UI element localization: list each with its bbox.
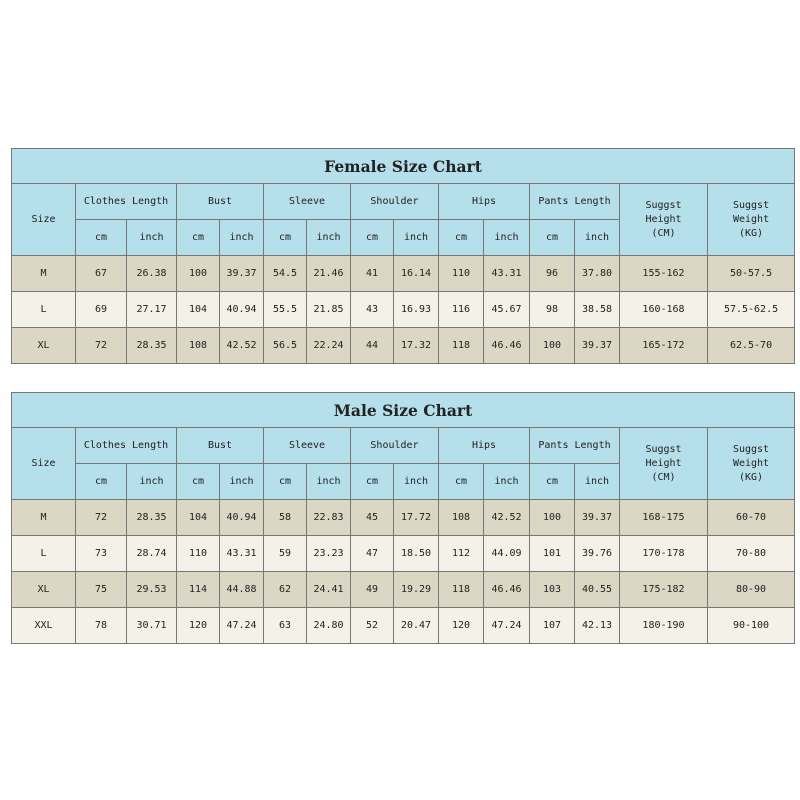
table-cell: 20.47 [394, 608, 439, 644]
table-cell: 23.23 [307, 536, 351, 572]
male-weight-header [708, 428, 795, 500]
table-cell: 108 [439, 500, 484, 536]
table-cell: 38.58 [575, 292, 620, 328]
table-cell: 78 [76, 608, 127, 644]
table-cell: 120 [177, 608, 220, 644]
male-title-row [12, 393, 795, 428]
table-cell: 168-175 [620, 500, 708, 536]
size-cell: M [12, 256, 76, 292]
table-cell: 165-172 [620, 328, 708, 364]
table-cell: 118 [439, 328, 484, 364]
unit-inch-header: inch [394, 220, 439, 256]
table-cell: 90-100 [708, 608, 795, 644]
header-line: Height [645, 457, 682, 469]
unit-cm-header: cm [351, 220, 394, 256]
table-cell: 44.09 [484, 536, 530, 572]
table-cell: 29.53 [127, 572, 177, 608]
table-cell: 112 [439, 536, 484, 572]
table-cell: 120 [439, 608, 484, 644]
table-cell: 175-182 [620, 572, 708, 608]
header-line: (CM) [651, 471, 676, 483]
table-cell: 52 [351, 608, 394, 644]
header-line: (KG) [738, 471, 764, 483]
table-cell: 16.14 [394, 256, 439, 292]
table-cell: 110 [439, 256, 484, 292]
size-cell: L [12, 292, 76, 328]
table-cell: 155-162 [620, 256, 708, 292]
table-cell: 100 [177, 256, 220, 292]
female-title-row [12, 149, 795, 184]
table-cell: 72 [76, 500, 127, 536]
table-cell: 47.24 [484, 608, 530, 644]
unit-cm-header: cm [264, 464, 307, 500]
table-cell: 39.37 [575, 328, 620, 364]
table-cell: 104 [177, 500, 220, 536]
table-row [12, 328, 795, 364]
unit-cm-header: cm [530, 220, 575, 256]
table-cell: 26.38 [127, 256, 177, 292]
table-cell: 47.24 [220, 608, 264, 644]
table-cell: 42.52 [220, 328, 264, 364]
header-line: Height [645, 213, 682, 225]
table-cell: 46.46 [484, 572, 530, 608]
table-cell: 47 [351, 536, 394, 572]
table-cell: 43 [351, 292, 394, 328]
table-cell: 73 [76, 536, 127, 572]
male-group-header: Bust [177, 428, 264, 464]
table-cell: 45 [351, 500, 394, 536]
unit-cm-header: cm [76, 464, 127, 500]
table-cell: 107 [530, 608, 575, 644]
male-header-row [12, 428, 795, 464]
unit-inch-header: inch [307, 464, 351, 500]
table-cell: 22.83 [307, 500, 351, 536]
female-header-row [12, 184, 795, 220]
size-cell: L [12, 536, 76, 572]
table-cell: 104 [177, 292, 220, 328]
header-line: Suggst [732, 443, 770, 455]
unit-inch-header: inch [220, 220, 264, 256]
unit-cm-header: cm [351, 464, 394, 500]
table-cell: 46.46 [484, 328, 530, 364]
table-cell: 67 [76, 256, 127, 292]
table-cell: 108 [177, 328, 220, 364]
header-line: Suggst [645, 443, 682, 455]
header-line: Suggst [732, 199, 770, 211]
table-cell: 62 [264, 572, 307, 608]
table-cell: 28.35 [127, 328, 177, 364]
table-cell: 17.72 [394, 500, 439, 536]
table-cell: 160-168 [620, 292, 708, 328]
unit-cm-header: cm [177, 220, 220, 256]
table-cell: 118 [439, 572, 484, 608]
table-cell: 103 [530, 572, 575, 608]
unit-inch-header: inch [307, 220, 351, 256]
table-cell: 55.5 [264, 292, 307, 328]
table-cell: 40.55 [575, 572, 620, 608]
header-line: (CM) [651, 227, 676, 239]
table-cell: 39.76 [575, 536, 620, 572]
table-cell: 18.50 [394, 536, 439, 572]
table-cell: 110 [177, 536, 220, 572]
table-row [12, 256, 795, 292]
table-cell: 59 [264, 536, 307, 572]
female-weight-header [708, 184, 795, 256]
table-cell: 69 [76, 292, 127, 328]
table-cell: 54.5 [264, 256, 307, 292]
size-cell: XXL [12, 608, 76, 644]
unit-cm-header: cm [264, 220, 307, 256]
table-cell: 45.67 [484, 292, 530, 328]
table-cell: 114 [177, 572, 220, 608]
female-chart-title: Female Size Chart [12, 149, 795, 184]
table-row [12, 536, 795, 572]
table-cell: 30.71 [127, 608, 177, 644]
table-cell: 44 [351, 328, 394, 364]
unit-inch-header: inch [127, 220, 177, 256]
male-size-table [11, 392, 795, 644]
unit-inch-header: inch [575, 464, 620, 500]
unit-cm-header: cm [439, 464, 484, 500]
table-cell: 40.94 [220, 500, 264, 536]
table-cell: 43.31 [220, 536, 264, 572]
table-cell: 58 [264, 500, 307, 536]
table-cell: 98 [530, 292, 575, 328]
table-cell: 28.74 [127, 536, 177, 572]
table-cell: 21.46 [307, 256, 351, 292]
header-line: Weight [732, 213, 770, 225]
male-height-header [620, 428, 708, 500]
table-cell: 28.35 [127, 500, 177, 536]
unit-inch-header: inch [484, 464, 530, 500]
table-cell: 24.41 [307, 572, 351, 608]
table-cell: 27.17 [127, 292, 177, 328]
table-cell: 40.94 [220, 292, 264, 328]
female-height-header [620, 184, 708, 256]
female-group-header: Hips [439, 184, 530, 220]
table-cell: 44.88 [220, 572, 264, 608]
table-cell: 56.5 [264, 328, 307, 364]
table-cell: 100 [530, 500, 575, 536]
table-cell: 37.80 [575, 256, 620, 292]
female-group-header: Shoulder [351, 184, 439, 220]
table-cell: 57.5-62.5 [708, 292, 795, 328]
table-cell: 63 [264, 608, 307, 644]
table-cell: 75 [76, 572, 127, 608]
unit-inch-header: inch [394, 464, 439, 500]
male-group-header: Pants Length [530, 428, 620, 464]
female-group-header: Pants Length [530, 184, 620, 220]
unit-inch-header: inch [220, 464, 264, 500]
table-cell: 19.29 [394, 572, 439, 608]
table-cell: 42.52 [484, 500, 530, 536]
table-cell: 72 [76, 328, 127, 364]
unit-cm-header: cm [76, 220, 127, 256]
table-cell: 116 [439, 292, 484, 328]
female-group-header: Clothes Length [76, 184, 177, 220]
table-cell: 101 [530, 536, 575, 572]
header-line: Suggst [645, 199, 682, 211]
unit-cm-header: cm [530, 464, 575, 500]
unit-inch-header: inch [484, 220, 530, 256]
table-cell: 16.93 [394, 292, 439, 328]
table-cell: 39.37 [575, 500, 620, 536]
table-cell: 39.37 [220, 256, 264, 292]
unit-cm-header: cm [177, 464, 220, 500]
table-cell: 21.85 [307, 292, 351, 328]
male-group-header: Hips [439, 428, 530, 464]
male-chart-title: Male Size Chart [12, 393, 795, 428]
table-cell: 43.31 [484, 256, 530, 292]
header-line: (KG) [738, 227, 764, 239]
female-size-header: Size [12, 184, 76, 256]
female-group-header: Sleeve [264, 184, 351, 220]
table-row [12, 608, 795, 644]
header-line: Weight [732, 457, 770, 469]
male-group-header: Sleeve [264, 428, 351, 464]
table-cell: 24.80 [307, 608, 351, 644]
table-row [12, 292, 795, 328]
unit-inch-header: inch [127, 464, 177, 500]
table-cell: 70-80 [708, 536, 795, 572]
table-row [12, 572, 795, 608]
table-cell: 80-90 [708, 572, 795, 608]
table-cell: 62.5-70 [708, 328, 795, 364]
size-cell: M [12, 500, 76, 536]
table-cell: 100 [530, 328, 575, 364]
table-cell: 42.13 [575, 608, 620, 644]
unit-inch-header: inch [575, 220, 620, 256]
table-cell: 22.24 [307, 328, 351, 364]
table-cell: 17.32 [394, 328, 439, 364]
male-size-header: Size [12, 428, 76, 500]
table-cell: 180-190 [620, 608, 708, 644]
female-size-table [11, 148, 795, 364]
table-cell: 41 [351, 256, 394, 292]
table-cell: 170-178 [620, 536, 708, 572]
table-row [12, 500, 795, 536]
male-group-header: Clothes Length [76, 428, 177, 464]
table-cell: 60-70 [708, 500, 795, 536]
unit-cm-header: cm [439, 220, 484, 256]
female-group-header: Bust [177, 184, 264, 220]
table-cell: 50-57.5 [708, 256, 795, 292]
size-cell: XL [12, 572, 76, 608]
male-group-header: Shoulder [351, 428, 439, 464]
table-cell: 96 [530, 256, 575, 292]
size-cell: XL [12, 328, 76, 364]
table-cell: 49 [351, 572, 394, 608]
